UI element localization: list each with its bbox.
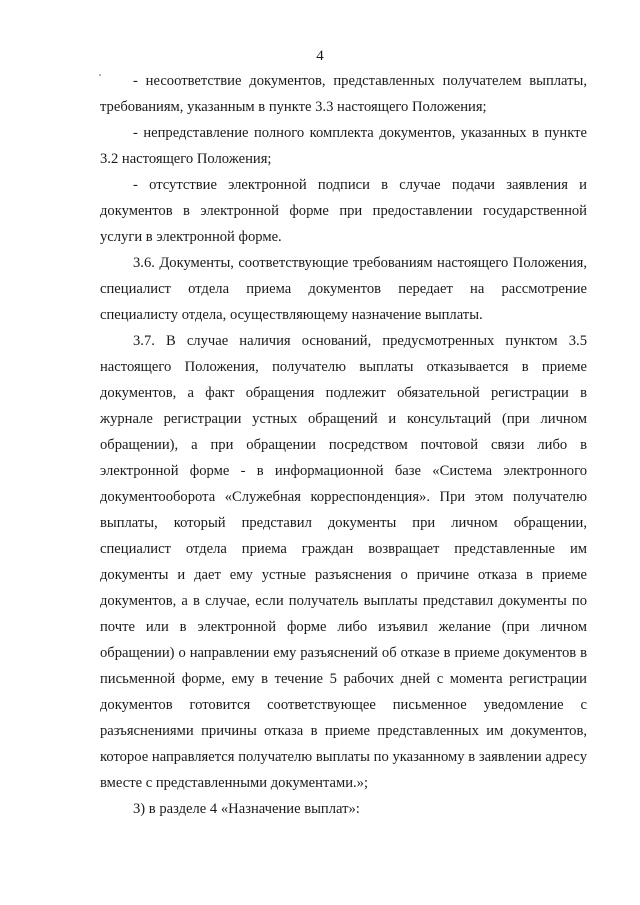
- paragraph-mismatch-documents: - несоответствие документов, представленных получателем выплаты, требованиям, указанным в пункте 3.3 настоящего Положения;: [100, 73, 587, 115]
- paragraph-incomplete-set: - непредставление полного комплекта документов, указанных в пункте 3.2 настоящего Положения;: [100, 125, 587, 167]
- document-body: [100, 68, 587, 822]
- page-number: 4: [316, 48, 324, 64]
- paragraph-section-4: 3) в разделе 4 «Назначение выплат»:: [133, 801, 360, 817]
- paragraph-3-7: 3.7. В случае наличия оснований, предусмотренных пунктом 3.5 настоящего Положения, получателю выплаты отказывается в приеме документов, а факт обращения подлежит обязательной регистрации в журнале регистрации устных обращений и консультаций (при личном обращении), а при обращении посредством почтовой связи либо в электронной форме - в информационной базе «Система электронного документооборота «Служебная корреспонденция». При этом получателю выплаты, который представил документы при личном обращении, специалист отдела приема граждан возвращает представленные им документы и дает ему устные разъяснения о причине отказа в приеме документов, а в случае, если получатель выплаты представил документы по почте или в электронной форме либо изъявил желание (при личном обращении) о направлении ему разъяснений об отказе в приеме документов в письменной форме, ему в течение 5 рабочих дней с момента регистрации документов готовится соответствующее письменное уведомление с разъяснениями причины отказа в приеме представленных им документов, которое направляется получателю выплаты по указанному в заявлении адресу вместе с представленными документами.»;: [100, 333, 587, 791]
- paragraph-3-6: 3.6. Документы, соответствующие требованиям настоящего Положения, специалист отдела приема документов передает на рассмотрение специалисту отдела, осуществляющему назначение выплаты.: [100, 255, 587, 323]
- paragraph-no-e-signature: - отсутствие электронной подписи в случае подачи заявления и документов в электронной форме при предоставлении государственной услуги в электронной форме.: [100, 177, 587, 245]
